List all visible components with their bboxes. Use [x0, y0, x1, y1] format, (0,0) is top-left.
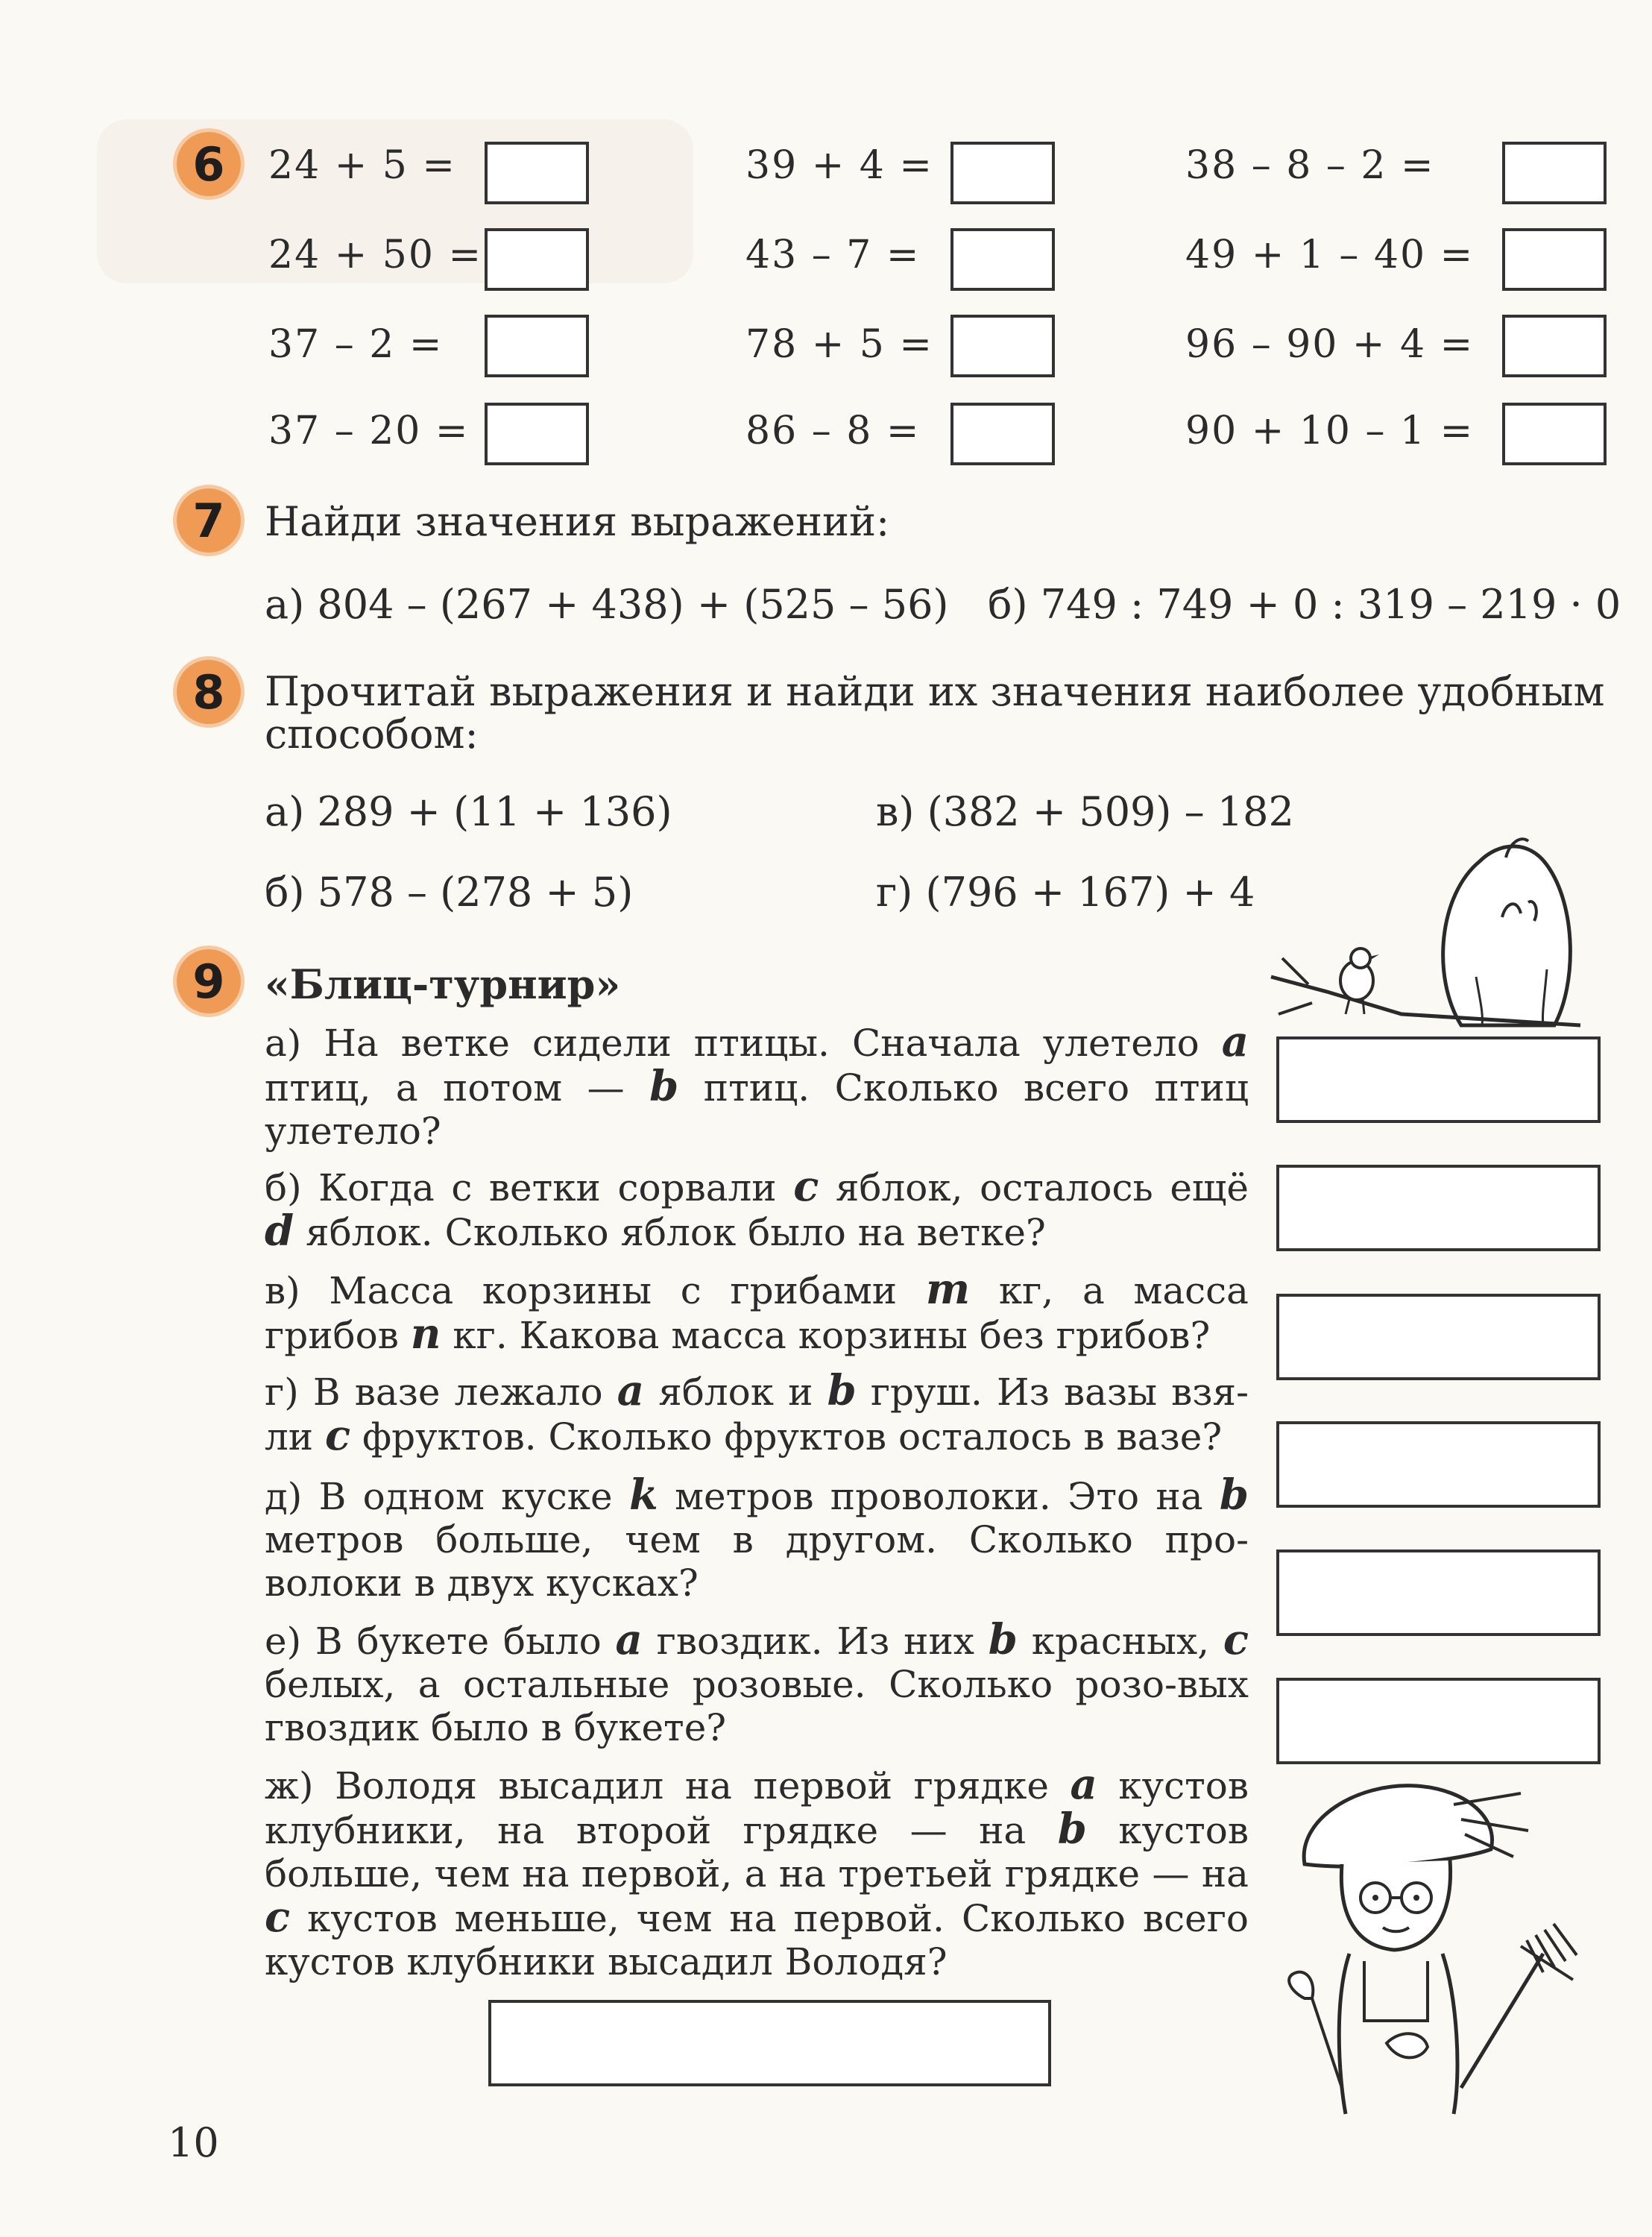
task7-expression-a: а) 804 – (267 + 438) + (525 – 56)	[265, 581, 949, 628]
task8-expression-a: а) 289 + (11 + 136)	[265, 788, 672, 835]
task8-title-line2: способом:	[265, 711, 479, 758]
task9-item-b: б) Когда с ветки сорвали c яблок, осталось ещё d яблок. Сколько яблок было на ветке?	[265, 1162, 1249, 1256]
task6-col2-answer-2[interactable]	[950, 315, 1055, 377]
task6-col3-expr-0: 38 – 8 – 2 =	[1185, 143, 1435, 188]
task9-answer-d[interactable]	[1276, 1549, 1601, 1636]
task-9-badge: 9	[173, 946, 245, 1017]
task9-item-e: е) В букете было a гвоздик. Из них b красных, c белых, а остальные розовые. Сколько розо-вых гвоздик было в букете?	[265, 1615, 1249, 1749]
task6-col2-answer-1[interactable]	[950, 228, 1055, 291]
task-7-badge: 7	[173, 485, 245, 556]
boy-gardener-illustration	[1275, 1775, 1603, 2118]
task6-col1-answer-2[interactable]	[485, 315, 589, 377]
task6-col3-answer-1[interactable]	[1502, 228, 1607, 291]
task6-col3-answer-0[interactable]	[1502, 142, 1607, 204]
task9-item-d: д) В одном куске k метров проволоки. Это на b метров больше, чем в другом. Сколько про-волоки в двух кусках?	[265, 1470, 1249, 1605]
task6-col2-expr-2: 78 + 5 =	[745, 322, 933, 367]
task7-expression-b: б) 749 : 749 + 0 : 319 – 219 · 0	[988, 581, 1621, 628]
task6-col3-expr-3: 90 + 10 – 1 =	[1185, 409, 1475, 453]
bird-illustration	[1267, 932, 1610, 1044]
page-number: 10	[168, 2119, 219, 2166]
task9-item-g: г) В вазе лежало a яблок и b груш. Из вазы взя-ли c фруктов. Сколько фруктов осталось в вазе?	[265, 1366, 1249, 1460]
task6-col1-expr-3: 37 – 20 =	[268, 409, 470, 453]
task8-title-line1: Прочитай выражения и найди их значения наиболее удобным	[265, 668, 1605, 715]
task6-col2-expr-0: 39 + 4 =	[745, 143, 933, 188]
task6-col2-expr-3: 86 – 8 =	[745, 409, 921, 453]
task6-col3-answer-3[interactable]	[1502, 403, 1607, 465]
task8-expression-b: б) 578 – (278 + 5)	[265, 869, 634, 916]
task9-item-zh: ж) Володя высадил на первой грядке a кустов клубники, на второй грядке — на b кустов больше, чем на первой, а на третьей грядке — на c кустов меньше, чем на первой. Сколько всего кустов клубники высадил Володя?	[265, 1760, 1249, 1983]
task9-answer-v[interactable]	[1276, 1294, 1601, 1380]
task9-answer-a[interactable]	[1276, 1036, 1601, 1123]
task8-expression-g: г) (796 + 167) + 4	[876, 869, 1255, 916]
task9-answer-g[interactable]	[1276, 1421, 1601, 1508]
task9-answer-b[interactable]	[1276, 1165, 1601, 1251]
task9-answer-zh[interactable]	[488, 2000, 1051, 2086]
task9-answer-e[interactable]	[1276, 1678, 1601, 1764]
task6-col3-expr-2: 96 – 90 + 4 =	[1185, 322, 1475, 367]
task6-col3-answer-2[interactable]	[1502, 315, 1607, 377]
task-8-badge: 8	[173, 656, 245, 728]
task8-expression-v: в) (382 + 509) – 182	[876, 788, 1294, 835]
task6-col2-answer-3[interactable]	[950, 403, 1055, 465]
task6-col2-expr-1: 43 – 7 =	[745, 233, 921, 277]
task6-col3-expr-1: 49 + 1 – 40 =	[1185, 233, 1475, 277]
task6-col1-expr-2: 37 – 2 =	[268, 322, 444, 367]
task6-col1-expr-1: 24 + 50 =	[268, 233, 483, 277]
task6-col1-answer-0[interactable]	[485, 142, 589, 204]
task9-item-v: в) Масса корзины с грибами m кг, а масса грибов n кг. Какова масса корзины без грибов?	[265, 1265, 1249, 1359]
task-6-badge: 6	[173, 128, 245, 200]
task6-col1-answer-1[interactable]	[485, 228, 589, 291]
task9-item-a: а) На ветке сидели птицы. Сначала улетело a птиц, а потом — b птиц. Сколько всего птиц улетело?	[265, 1017, 1249, 1153]
task6-col1-expr-0: 24 + 5 =	[268, 143, 456, 188]
task6-col2-answer-0[interactable]	[950, 142, 1055, 204]
task7-title: Найди значения выражений:	[265, 498, 890, 545]
task6-col1-answer-3[interactable]	[485, 403, 589, 465]
task9-title: «Блиц-турнир»	[265, 960, 621, 1008]
